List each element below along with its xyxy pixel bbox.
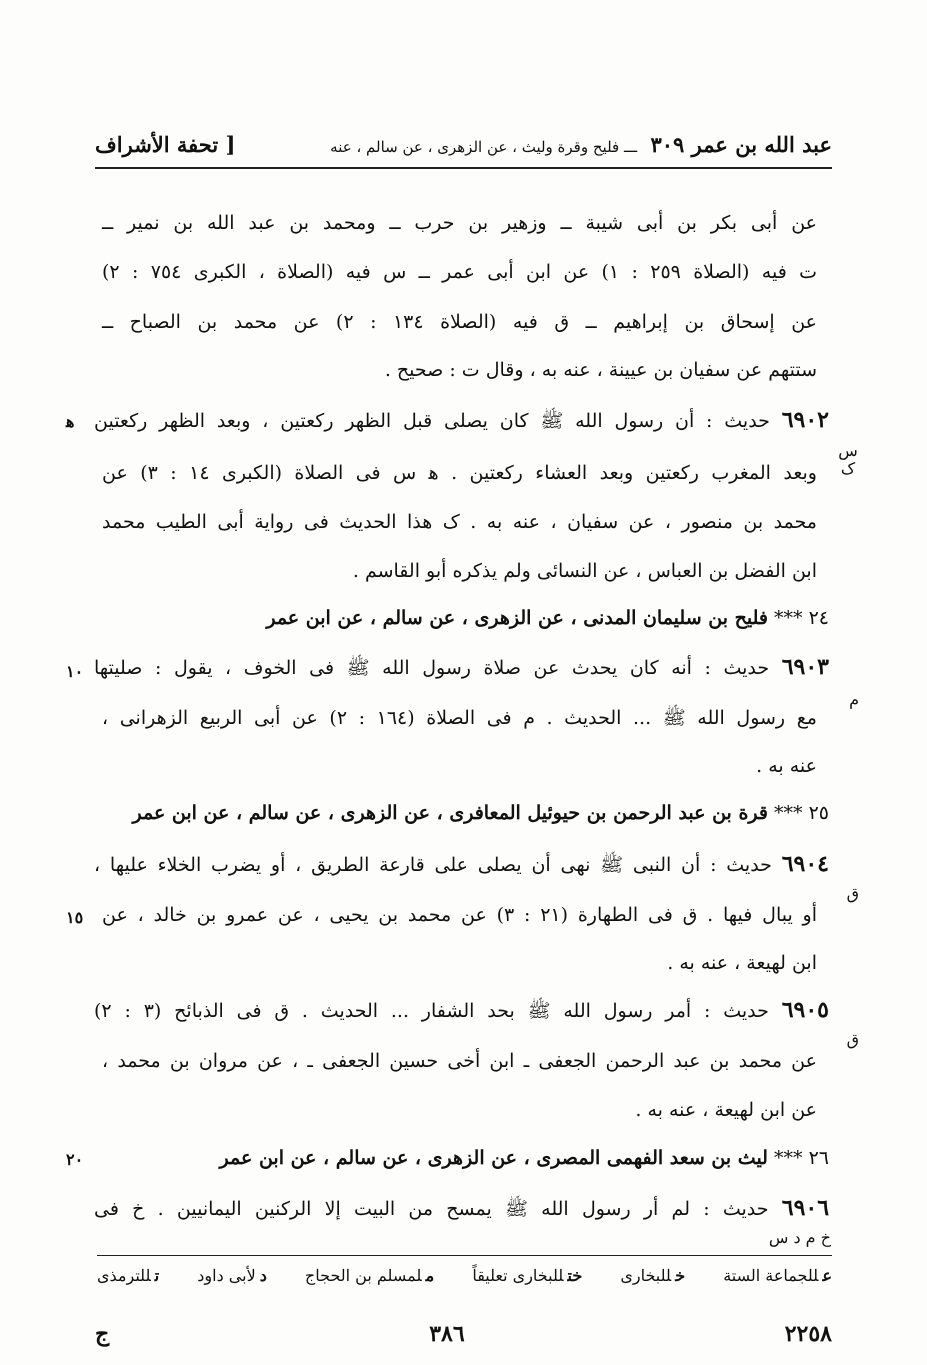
- body-line: عنه به .: [756, 755, 817, 777]
- hadith-text: حديث : لم أر رسول الله ﷺ يمسح من البيت إلا الركنين اليمانيين . خ فى: [94, 1198, 769, 1220]
- chapter-number: ٢٤: [808, 607, 829, 629]
- header-chain: ـــ فليح وقرة وليث ، عن الزهرى ، عن سالم ، عنه: [330, 137, 638, 156]
- chapter-title: فليح بن سليمان المدنى ، عن الزهرى ، عن سالم ، عن ابن عمر: [266, 607, 768, 629]
- hadith-line: [94, 652, 829, 682]
- chapter-stars: ***: [774, 607, 803, 629]
- body-line: عن أبى بكر بن أبى شيبة ــ وزهير بن حرب ــ ومحمد بن عبد الله بن نمير ــ: [102, 212, 817, 234]
- hadith-number: ٦٩٠٥: [781, 997, 829, 1023]
- body-line: وبعد المغرب ركعتين وبعد العشاء ركعتين . ﻫ س فى الصلاة (الكبرى ١٤ : ٣) عن: [102, 462, 817, 484]
- body-line: عن محمد بن عبد الرحمن الجعفى ـ ابن أخى حسين الجعفى ـ ، عن مروان بن محمد ،: [102, 1050, 817, 1072]
- body-line: ابن لهيعة ، عنه به .: [667, 952, 817, 974]
- body-line: ت فيه (الصلاة ٢٥٩ : ١) عن ابن أبى عمر ــ س فيه (الصلاة ، الكبرى ٧٥٤ : ٢): [102, 261, 818, 283]
- page-number: ٣٨٦: [429, 1321, 465, 1347]
- hadith-number: ٦٩٠٢: [781, 407, 829, 433]
- margin-code: س ﮎ: [838, 441, 858, 478]
- chapter-number: ٢٥: [808, 802, 829, 824]
- line-number: ١٠: [66, 662, 84, 681]
- running-header: [95, 126, 832, 162]
- body-line: ابن الفضل بن العباس ، عن النسائى ولم يذكره أبو القاسم .: [352, 560, 817, 582]
- hadith-line: [94, 995, 829, 1025]
- hadith-line: [94, 405, 829, 435]
- line-number: ١٥: [66, 908, 84, 927]
- chapter-title: ليث بن سعد الفهمى المصرى ، عن الزهرى ، عن سالم ، عن ابن عمر: [219, 1147, 768, 1169]
- margin-code: خ م د س: [768, 1228, 831, 1247]
- hadith-line: [94, 849, 829, 879]
- margin-code: ق: [846, 1030, 859, 1049]
- header-rule: [95, 167, 832, 169]
- chapter-stars: ***: [774, 1147, 803, 1169]
- margin-code: ق: [846, 884, 859, 903]
- siglum-key: [97, 1266, 832, 1296]
- body-line: عن ابن لهيعة ، عنه به .: [635, 1099, 817, 1121]
- siglum-item: ختللبخارى تعليقاً: [472, 1266, 583, 1285]
- chapter-stars: ***: [774, 802, 803, 824]
- chapter-heading: [94, 1143, 829, 1173]
- margin-mark: ﻫ: [66, 412, 75, 431]
- hadith-text: حديث : أمر رسول الله ﷺ بحد الشفار ... الحديث . ق فى الذبائح (٣ : ٢): [94, 1000, 769, 1022]
- body-line: مع رسول الله ﷺ ... الحديث . م فى الصلاة (١٦٤ : ٢) عن أبى الربيع الزهرانى ،: [102, 707, 817, 729]
- hadith-line: [94, 1193, 829, 1223]
- siglum-item: خللبخارى: [620, 1266, 686, 1285]
- margin-code: م: [849, 690, 859, 709]
- body-line: أو يبال فيها . ق فى الطهارة (٢١ : ٣) عن محمد بن يحيى ، عن عمرو بن خالد ، عن: [102, 904, 818, 926]
- body-line: ستتهم عن سفيان بن عيينة ، عنه به ، وقال ت : صحيح .: [384, 359, 817, 381]
- page-footer: [95, 1318, 832, 1350]
- hadith-number: ٦٩٠٤: [781, 851, 829, 877]
- siglum-item: دلأبى داود: [197, 1266, 267, 1285]
- hadith-number: ٦٩٠٣: [781, 654, 829, 680]
- hadith-number: ٦٩٠٦: [781, 1195, 830, 1221]
- header-right-title: عبد الله بن عمر ٣٠٩: [650, 131, 832, 157]
- chapter-heading: [94, 798, 829, 828]
- body-line: محمد بن منصور ، عن سفيان ، عنه به . ﮎ هذا الحديث فى رواية أبى الطيب محمد: [102, 511, 817, 533]
- hadith-text: حديث : أن رسول الله ﷺ كان يصلى قبل الظهر ركعتين ، وبعد الظهر ركعتين: [94, 410, 770, 432]
- line-number: ٢٠: [66, 1150, 84, 1169]
- chapter-heading: [94, 603, 829, 633]
- chapter-title: قرة بن عبد الرحمن بن حيوئيل المعافرى ، عن الزهرى ، عن سالم ، عن ابن عمر: [132, 802, 768, 824]
- body-line: عن إسحاق بن إبراهيم ــ ق فيه (الصلاة ١٣٤ : ٢) عن محمد بن الصباح ــ: [102, 311, 818, 333]
- siglum-item: ملمسلم بن الحجاج: [304, 1266, 435, 1285]
- chapter-number: ٢٦: [808, 1147, 829, 1169]
- siglum-item: عللجماعة الستة: [723, 1266, 832, 1285]
- hadith-text: حديث : أنه كان يحدث عن صلاة رسول الله ﷺ فى الخوف ، يقول : صليتها: [94, 657, 770, 679]
- hadith-text: حديث : أن النبى ﷺ نهى أن يصلى على قارعة الطريق ، أو يضرب الخلاء عليها ،: [94, 854, 772, 876]
- siglum-item: تللترمذى: [97, 1266, 160, 1285]
- header-left-title: [ تحفة الأشراف: [95, 131, 236, 157]
- footnote-rule: [97, 1255, 832, 1256]
- volume-letter: ج: [95, 1321, 110, 1347]
- running-number: ٢٢٥٨: [784, 1321, 832, 1347]
